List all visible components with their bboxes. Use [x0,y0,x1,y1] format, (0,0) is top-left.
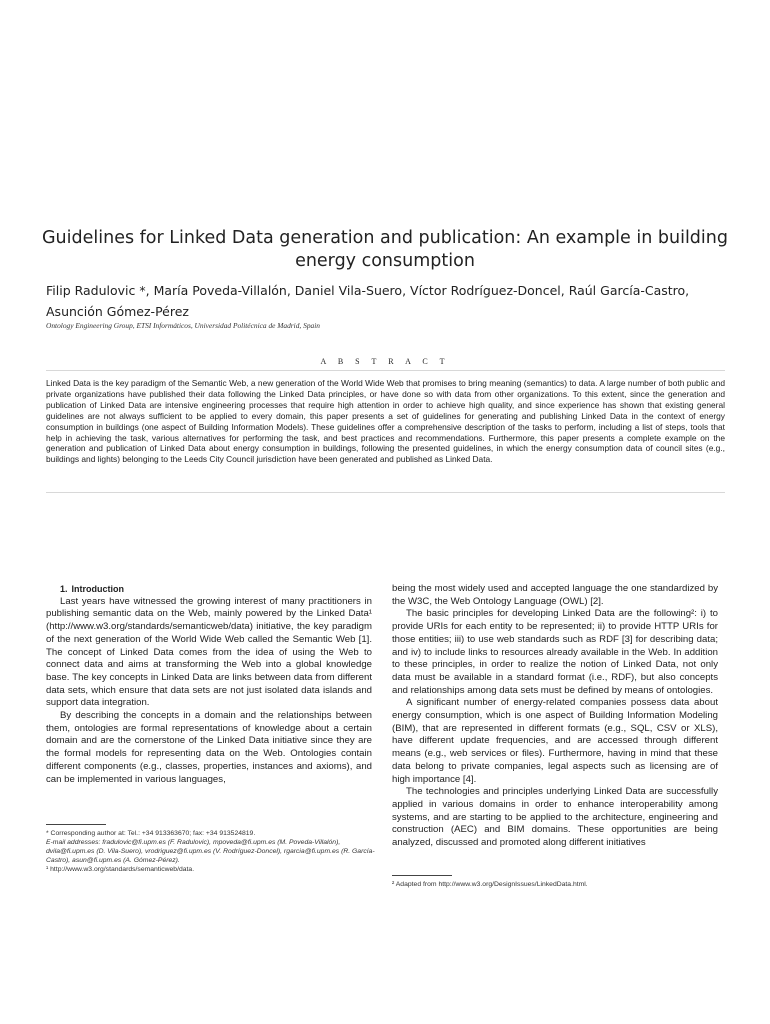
paper-title: Guidelines for Linked Data generation and publication: An example in building energy consumption [42,228,728,271]
abstract-heading: A B S T R A C T [320,357,450,366]
corresponding-author-note: * Corresponding author at: Tel.: +34 913363670; fax: +34 913524819. [46,830,256,837]
right-column [392,583,718,850]
email-addresses: E-mail addresses: fradulovic@fi.upm.es (F. Radulovic), mpoveda@fi.upm.es (M. Poveda-Villalón), dvila@fi.upm.es (D. Vila-Suero), vrodriguez@fi.upm.es (V. Rodríguez-Doncel), rgarcia@fi.upm.es (R. García-Castro), asun@fi.upm.es (A. Gómez-Pérez). [46,839,375,864]
section-number: 1. [60,584,68,594]
section-title: Introduction [71,584,125,594]
footnotes-right [392,880,722,889]
footnote-rule-left [46,824,106,825]
abstract-bottom-rule [46,492,725,493]
paragraph: being the most widely used and accepted language the one standardized by the W3C, the Web Ontology Language (OWL) [2]. [392,583,718,607]
footnotes-left [46,829,376,874]
footnote-2: ² Adapted from http://www.w3.org/DesignIssues/LinkedData.html. [392,881,588,888]
footnote-rule-right [392,875,452,876]
abstract-text: Linked Data is the key paradigm of the Semantic Web, a new generation of the World Wide Web that promises to bring meaning (semantics) to data. A large number of both public and private organizations have published their data following the Linked Data principles, or have done so with data from other organizations. To this extent, since the generation and publication of Linked Data are intensive engineering processes that require high attention in order to achieve high quality, and since experience has shown that existing general guidelines are not always sufficient to be applied to every domain, this paper presents a set of guidelines for generating and publishing Linked Data in the context of energy consumption in buildings (one aspect of Building Information Models). These guidelines offer a comprehensive description of the tasks to perform, including a list of steps, tools that help in achieving the task, various alternatives for performing the task, and best practices and recommendations. Furthermore, this paper presents a complete example on the generation and publication of Linked Data about energy consumption in buildings, following the presented guidelines, in which the energy consumption data of council sites (e.g., buildings and lights) belonging to the Leeds City Council jurisdiction have been generated and published as Linked Data. [46,378,725,465]
footnote-1: ¹ http://www.w3.org/standards/semanticweb/data. [46,866,195,873]
paragraph: By describing the concepts in a domain and the relationships between them, ontologies are formal representations of knowledge about a certain domain and are the cornerstone of the Linked Data initiative since they are the formal models for representing data on the Web. Ontologies contain different components (e.g., classes, properties, instances and axioms), and can be implemented in various languages, [46,710,372,785]
paragraph: The basic principles for developing Linked Data are the following²: i) to provide URIs for each entity to be represented; ii) to provide HTTP URIs for those entities; iii) to use web standards such as RDF [3] for describing data; and iv) to include links to resources already available in the Web. In addition to these principles, in order to realize the notion of Linked Data, not only data must be available in a standard format (i.e., RDF), but also concepts and relationships among data sets must be defined by means of ontologies. [392,608,718,696]
section-heading [46,583,372,596]
left-column [46,583,372,786]
abstract-top-rule [46,370,725,371]
paragraph: The technologies and principles underlying Linked Data are successfully applied in various domains in order to enhance interoperability among systems, and are starting to be applied to the architecture, engineering and construction (AEC) and BIM domains. These opportunities are being analyzed, discussed and promoted along different initiatives [392,786,718,849]
abstract-body [46,378,725,465]
affiliation: Ontology Engineering Group, ETSI Informáticos, Universidad Politécnica de Madrid, Spain [46,321,320,330]
paragraph: A significant number of energy-related companies possess data about energy consumption, which is one aspect of Building Information Modeling (BIM), that are represented in different formats (e.g., SQL, CSV or XLS), have different update frequencies, and are accessed through different means (e.g., web services or files). Furthermore, having in mind that these data belong to private companies, legal aspects such as licensing are of high importance [4]. [392,697,718,785]
author-list: Filip Radulovic *, María Poveda-Villalón, Daniel Vila-Suero, Víctor Rodríguez-Doncel, Raúl García-Castro, Asunción Gómez-Pérez [46,283,690,319]
paragraph: Last years have witnessed the growing interest of many practitioners in publishing semantic data on the Web, mainly powered by the Linked Data¹ (http://www.w3.org/standards/semanticweb/data) initiative, the key paradigm of the next generation of the World Wide Web called the Semantic Web [1]. The concept of Linked Data comes from the idea of using the Web to connect data and aims at transforming the Web into a global knowledge base. The key concepts in Linked Data are links between data from different data sets, which ensure that data sets are not just isolated data islands and support data integration. [46,595,372,709]
